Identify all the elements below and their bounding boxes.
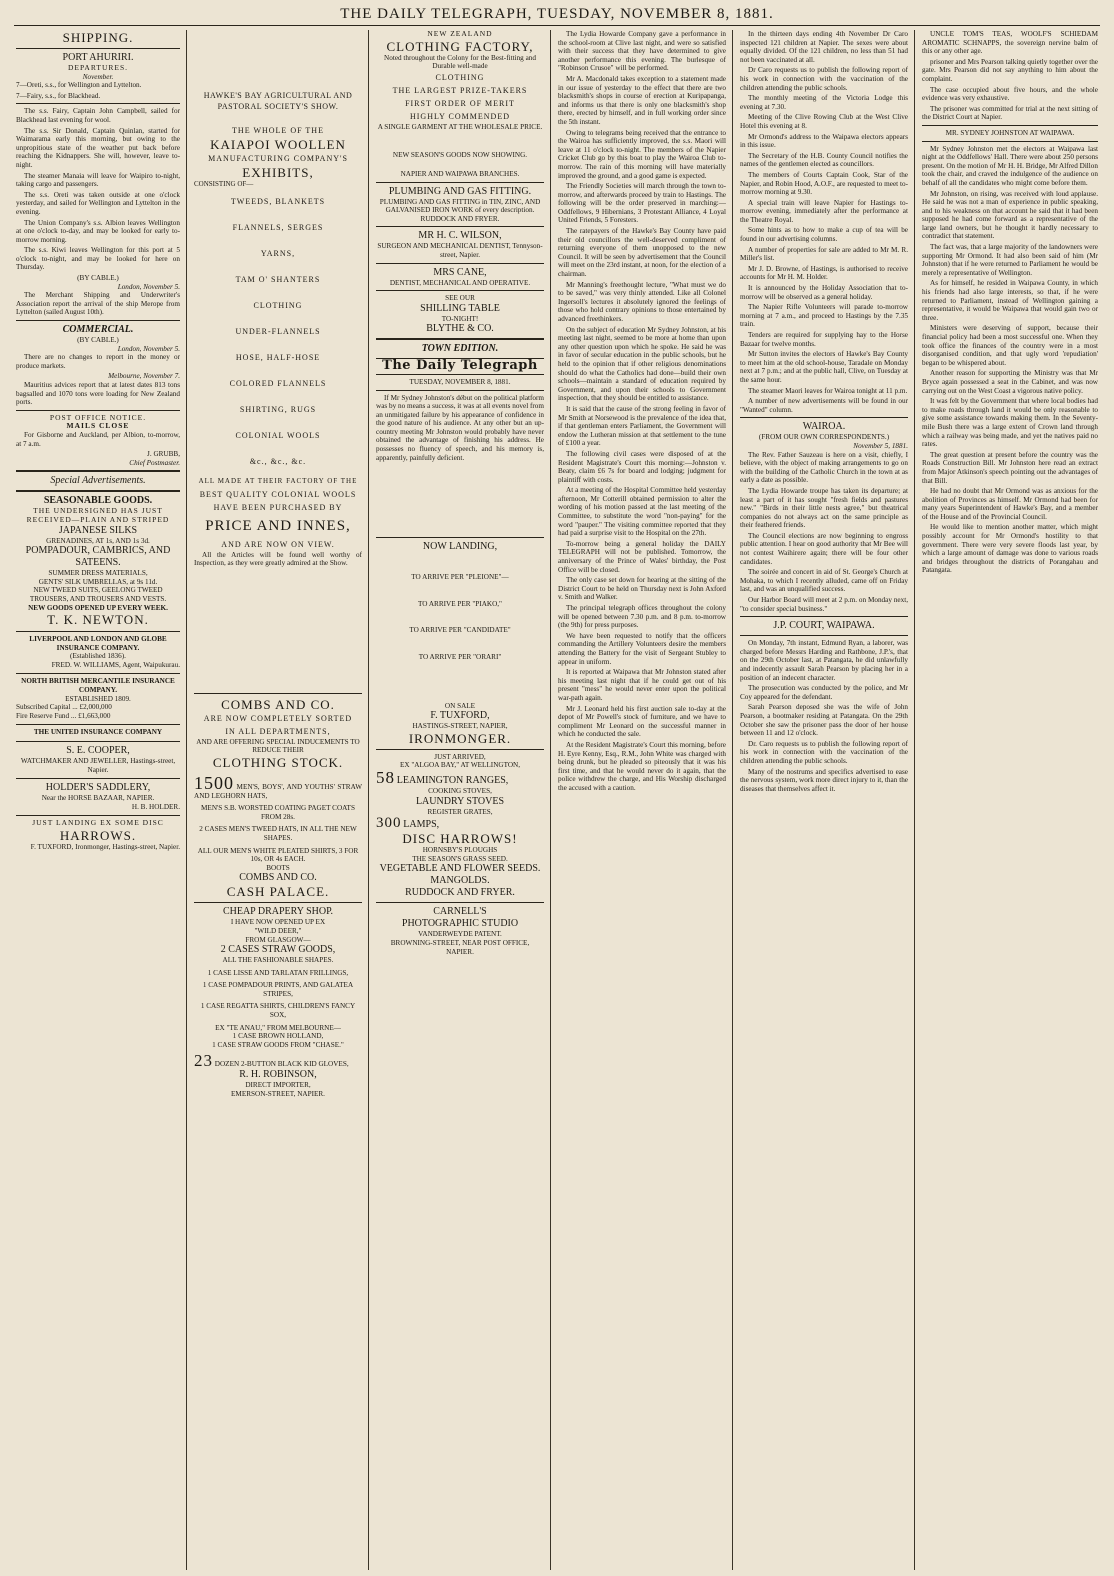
ad-ironmonger: IRONMONGER.	[408, 730, 512, 746]
ad-leamington-num: 58	[376, 768, 395, 787]
news-paragraph: We have been requested to notify that the officers commanding the Artillery Volunteers desire the members attending the Battery for the visit of Sergeant Stubley to appear in uniform.	[558, 631, 726, 666]
ad-carnell: CARNELL'S	[433, 906, 487, 918]
ad-prints: 1 CASE POMPADOUR PRINTS, AND GALATEA STRIPES,	[202, 981, 354, 998]
postmaster-title: Chief Postmaster.	[129, 458, 180, 467]
column-divider	[550, 30, 551, 1570]
news-paragraph: Dr. Caro requests us to publish the following report of his work in connection with the vaccination of the children attending the public schools.	[740, 739, 908, 765]
cable-label: (BY CABLE.)	[77, 274, 119, 283]
ad-just-arrived: JUST ARRIVED,	[434, 752, 486, 761]
ad-summer: SUMMER DRESS MATERIALS,	[48, 569, 148, 578]
ad-vegetable: VEGETABLE AND FLOWER SEEDS.	[379, 863, 541, 875]
ad-lisse: 1 CASE LISSE AND TARLATAN FRILLINGS,	[207, 968, 349, 977]
ad-tuxford: F. TUXFORD,	[430, 710, 490, 722]
ad-holland: 1 CASE BROWN HOLLAND,	[232, 1032, 324, 1041]
ad-best-quality: BEST QUALITY COLONIAL WOOLS	[199, 489, 357, 499]
masthead-rule	[14, 25, 1100, 26]
ad-grass: THE SEASON'S GRASS SEED.	[412, 854, 508, 863]
wairoa-correspondent: (FROM OUR OWN CORRESPONDENTS.)	[758, 433, 890, 442]
cable-label: (BY CABLE.)	[77, 336, 119, 345]
news-paragraph: It is said that the cause of the strong feeling in favor of Mr Smith at Norsewood is the prevalence of the idea that, if that gentleman enters Parliament, the Government will endow the Lutheran mission at that settlement to the tune of £100 a year.	[558, 404, 726, 448]
product-item: COLORED FLANNELS	[229, 378, 327, 388]
ad-wild-deer: "WILD DEER,"	[254, 926, 302, 935]
product-item: SHIRTING, RUGS	[239, 404, 317, 414]
shipping-paragraph: The s.s. Sir Donald, Captain Quinlan, started for Waimarama early this morning, but owing to the unpropitious state of the weather put back before reaching the Kidnappers. She will, however, leave to-night.	[16, 126, 180, 169]
product-item: HOSE, HALF-HOSE	[235, 352, 321, 362]
ad-on-sale: ON SALE	[444, 701, 476, 710]
product-list	[194, 189, 362, 475]
ad-clothing-stock: CLOTHING STOCK.	[212, 754, 344, 770]
ad-cash-palace: CASH PALACE.	[226, 884, 330, 900]
ad-opened: I HAVE NOW OPENED UP EX	[230, 918, 326, 927]
news-paragraph: The Friendly Societies will march through the town to-morrow, and afterwards proceed by train to Hastings. The following will be the order preserved in marching:—Oddfellows, 9 Hibernians, 3 Protestant Alliance, 4 Loyal United Friends, 5 Foresters.	[558, 182, 726, 225]
ad-regatta: 1 CASE REGATTA SHIRTS, CHILDREN'S FANCY SOX,	[200, 1002, 356, 1020]
news-paragraph: The steamer Maori leaves for Wairoa tonight at 11 p.m.	[748, 386, 908, 395]
ad-algoa: EX "ALGOA BAY," AT WELLINGTON,	[399, 761, 521, 770]
wairoa-heading: WAIROA.	[802, 421, 846, 433]
masthead: THE DAILY TELEGRAPH, TUESDAY, NOVEMBER 8, 1881.	[340, 6, 774, 22]
ad-manufacturing: MANUFACTURING COMPANY'S	[208, 154, 348, 163]
shipping-paragraph: The s.s. Fairy, Captain John Campbell, sailed for Blackhead last evening for wool.	[16, 107, 180, 124]
ad-ruddock2: RUDDOCK AND FRYER.	[405, 887, 515, 899]
ad-largest: THE LARGEST PRIZE-TAKERS	[392, 85, 528, 95]
news-paragraph: Dr Caro requests us to publish the following report of his work in connection with the vaccination of the children attending the public schools.	[740, 66, 908, 92]
dateline: November 5, 1881.	[853, 441, 908, 450]
dateline: London, November 5.	[117, 344, 180, 353]
ad-all-depts: IN ALL DEPARTMENTS,	[225, 726, 331, 736]
ad-north-british: NORTH BRITISH MERCANTILE INSURANCE COMPANY.	[21, 677, 175, 695]
ad-hats-count: 1500	[194, 772, 234, 793]
news-paragraph: The principal telegraph offices throughout the colony will be opened between 7.30 p.m. and 8 p.m. to-morrow (the 9th) for press purposes.	[558, 604, 726, 630]
ad-kid-gloves: DOZEN 2-BUTTON BLACK KID GLOVES,	[214, 1060, 349, 1069]
ad-cheap-drapery: CHEAP DRAPERY SHOP.	[222, 906, 334, 918]
ad-arrive: TO ARRIVE PER "CANDIDATE"	[409, 626, 511, 635]
news-paragraph: The members of Courts Captain Cook, Star of the Napier, and Robin Hood, A.O.F., are requested to meet to-morrow morning at 9.30.	[740, 170, 908, 197]
news-paragraph: He would like to mention another matter, which might possibly account for Mr Ormond's hostility to that government. There were very severe floods last year, by which a large amount of damage was done to various roads and bridges throughout the districts of Porangahau and Patangata.	[922, 523, 1098, 575]
departures-heading: DEPARTURES.	[67, 63, 129, 72]
ad-disc: DISC HARROWS!	[402, 831, 518, 847]
ad-hornsby: HORNSBY'S PLOUGHS	[422, 846, 498, 855]
ad-white-shirts: ALL OUR MEN'S WHITE PLEATED SHIRTS, 3 FOR 10s, OR 4s EACH.	[197, 846, 359, 864]
news-paragraph: The soirée and concert in aid of St. George's Church at Mohaka, to which I recently alluded, came off on Friday last, and was an unqualified success.	[740, 568, 908, 594]
column-6	[922, 30, 1098, 1570]
ad-tweeds: NEW TWEED SUITS, GEELONG TWEED TROUSERS, AND TROUSERS AND VESTS.	[29, 586, 167, 603]
jp-court-heading: J.P. COURT, WAIPAWA.	[773, 620, 875, 632]
dateline: Melbourne, November 7.	[108, 372, 180, 381]
ad-whole: THE WHOLE OF THE	[232, 126, 324, 135]
ad-all-made: ALL MADE AT THEIR FACTORY OF THE	[198, 476, 358, 485]
news-paragraph: The prisoner was committed for trial at the next sitting of the District Court at Napier.	[922, 104, 1098, 122]
ad-holder-sub: Near the HORSE BAZAAR, NAPIER.	[41, 794, 155, 803]
news-paragraph: Some hints as to how to make a cup of tea will be found in our advertising columns.	[740, 226, 908, 244]
news-paragraph: At the Resident Magistrate's Court this morning, before H. Eyre Kenny, Esq., R.M., John White was charged with being drunk, but he pleaded so piteously that it was his first time, and that he would never do it again, that the police withdrew the charge, and His Worship discharged the accused with a caution.	[558, 740, 726, 792]
ad-price-innes: PRICE AND INNES,	[205, 517, 351, 534]
ad-liverpool: LIVERPOOL AND LONDON AND GLOBE INSURANCE COMPANY.	[29, 635, 167, 652]
ad-mangolds: MANGOLDS.	[430, 875, 490, 887]
ad-nb-fund: Fire Reserve Fund ... £1,663,000	[16, 711, 111, 720]
ad-straw-case: 1 CASE STRAW GOODS FROM "CHASE."	[212, 1040, 344, 1049]
ad-photo: PHOTOGRAPHIC STUDIO	[401, 918, 519, 930]
column-divider	[368, 30, 369, 1570]
ad-kid-gloves-num: 23	[194, 1051, 213, 1071]
news-paragraph: Mr Sutton invites the electors of Hawke's Bay County to meet him at the old school-house, Taradale on Monday next at 7 p.m.; and at the public hall, Clive, on Tuesday at the same hour.	[740, 350, 908, 384]
ad-articles: All the Articles will be found well worthy of Inspection, as they were greatly admired at the Show.	[194, 550, 362, 568]
ad-commended: HIGHLY COMMENDED	[409, 111, 510, 121]
news-paragraph: The case occupied about five hours, and the whole evidence was very exhaustive.	[922, 85, 1098, 103]
ad-agent: FRED. W. WILLIAMS, Agent, Waipukurau.	[51, 660, 180, 669]
ad-leamington: LEAMINGTON RANGES,	[396, 775, 509, 786]
port-heading: PORT AHURIRI.	[62, 52, 134, 63]
ad-arrive: TO ARRIVE PER "PLEIONE"—	[411, 573, 509, 582]
ad-arrive: TO ARRIVE PER "ORARI"	[418, 653, 502, 662]
ad-pompadour: POMPADOUR, CAMBRICS, AND SATEENS.	[25, 545, 171, 569]
product-item: COLONIAL WOOLS	[235, 430, 321, 440]
ad-cooking: COOKING STOVES,	[428, 787, 492, 795]
ad-robinson-addr: EMERSON-STREET, NAPIER.	[231, 1089, 325, 1098]
ad-robinson-sub: DIRECT IMPORTER,	[245, 1081, 311, 1090]
departure-item: 7—Oreti, s.s., for Wellington and Lyttelton.	[16, 81, 142, 90]
ad-boots: BOOTS	[266, 863, 290, 872]
news-paragraph: As for himself, he resided in Waipawa County, in which his friends had also large interests, so that, if he were returned to Parliament, instead of Wellington gaining a representative, it would be Waipawa that would gain two or three.	[922, 279, 1098, 322]
news-paragraph: Mr Johnston, on rising, was received with loud applause. He said he was not a man of experience in public speaking, and to his weakness on that account he said that it had been supposed he had come forward as a representative of the large land owners, but he thought it hardly necessary to contradict that statement.	[922, 189, 1098, 241]
ad-blythe: BLYTHE & CO.	[426, 323, 494, 335]
shipping-paragraph: The Union Company's s.s. Albion leaves Wellington at one o'clock to-day, and may be looked for early to-morrow morning.	[16, 218, 180, 244]
news-paragraph: Mr Manning's freethought lecture, "What must we do to be saved," was very thinly attended. Like all Colonel Ingersoll's lectures it absolutely ignored the feelings of those who hold contrary opinions to those entertained by advanced freethinkers.	[558, 280, 726, 323]
news-paragraph: The Napier Rifle Volunteers will parade to-morrow morning at 7 a.m., and proceed to Hastings by the 7.35 train.	[740, 303, 908, 329]
ad-lamps: LAMPS,	[403, 819, 440, 831]
news-paragraph: The Secretary of the H.B. County Council notifies the names of the gentlemen elected as councillors.	[740, 151, 908, 169]
commercial-paragraph: Mauritius advices report that at latest dates 813 tons bagsalled and 1070 tons were loading for New Zealand ports.	[16, 381, 180, 407]
news-paragraph: The prosecution was conducted by the police, and Mr Coy appeared for the defendant.	[740, 684, 908, 701]
news-paragraph: Tenders are required for supplying hay to the Horse Bazaar for twelve months.	[740, 331, 908, 348]
mails-close: MAILS CLOSE	[66, 421, 130, 431]
product-item: TAM O' SHANTERS	[235, 274, 321, 284]
product-item: TWEEDS, BLANKETS	[230, 196, 326, 206]
ad-nz: NEW ZEALAND	[427, 30, 493, 38]
news-paragraph: On the subject of education Mr Sydney Johnston, at his meeting last night, seemed to be more at home than upon any other question upon which he spoke. He said he was in favor of secular education in the public schools, but he held to the opinion that if other religious denominations should do what the Catholics had done—build their own schools—maintain a standard of education required by Government, and upon their schools to Government inspection, that they should be entitled to assistance.	[558, 325, 726, 403]
paper-date: TUESDAY, NOVEMBER 8, 1881.	[409, 377, 511, 386]
ad-te-anau: EX "TE ANAU," FROM MELBOURNE—	[215, 1023, 341, 1032]
sydney-heading: MR. SYDNEY JOHNSTON AT WAIPAWA.	[945, 128, 1075, 137]
ad-grenadines: GRENADINES, AT 1s, AND 1s 3d.	[46, 536, 150, 545]
news-paragraph: Mr A. Macdonald takes exception to a statement made in our issue of yesterday to the effect that there are two blacksmith's shops in course of erection at Kuripapanga, and informs us that there is only one blacksmith's shop there, erected by himself, and in full working order since the 5th instant.	[558, 74, 726, 126]
column-5	[740, 30, 908, 1570]
news-paragraph: A number of new advertisements will be found in our "Wanted" column.	[740, 397, 908, 414]
ad-browning: BROWNING-STREET, NEAR POST OFFICE, NAPIER.	[390, 938, 530, 956]
ad-cane: MRS CANE,	[433, 266, 487, 278]
ad-seasonable: SEASONABLE GOODS.	[43, 495, 153, 507]
news-paragraph: In the thirteen days ending 4th November Dr Caro inspected 121 children at Napier. The sexes were about equally divided. Of the 121 children, no less than 51 had not been vaccinated at all.	[740, 30, 908, 64]
ad-harrows-head: JUST LANDING EX SOME DISC	[32, 818, 164, 828]
ad-holder: HOLDER'S SADDLERY,	[45, 782, 151, 794]
ad-single: A SINGLE GARMENT AT THE WHOLESALE PRICE.	[377, 122, 543, 131]
ad-nb-capital: Subscribed Capital ... £2,000,000	[16, 703, 112, 712]
ad-japanese: JAPANESE SILKS	[58, 524, 138, 536]
news-paragraph: Mr J. D. Browne, of Hastings, is authorised to receive accounts for Mr H. M. Holder.	[740, 264, 908, 282]
ad-clothing-factory: CLOTHING FACTORY,	[386, 38, 534, 54]
shipping-paragraph: The s.s. Oreti was taken outside at one o'clock yesterday, and sailed for Wellington and Lyttelton in the evening.	[16, 190, 180, 216]
ad-noted: Noted throughout the Colony for the Best-fitting and Durable well-made	[384, 53, 536, 71]
news-paragraph: A special train will leave Napier for Hastings to-morrow evening, immediately after the performance at the Theatre Royal.	[740, 198, 908, 224]
product-item: FLANNELS, SERGES	[232, 222, 324, 232]
ad-napier: NAPIER AND WAIPAWA BRANCHES.	[400, 169, 520, 178]
news-paragraph: Many of the nostrums and specifics advertised to ease the nervous system, work more direct injury to it, than the diseases that themselves affect it.	[740, 767, 908, 793]
news-paragraph: The only case set down for hearing at the sitting of the District Court to be held on Thursday next is John Axford v. Smith and Walker.	[558, 576, 726, 602]
shipping-title: SHIPPING.	[62, 30, 134, 45]
ad-on-view: AND ARE NOW ON VIEW.	[221, 539, 335, 549]
ad-tonight: TO-NIGHT!	[441, 314, 479, 323]
news-paragraph: Another reason for supporting the Ministry was that Mr Bryce again possessed a seat in the Cabinet, and was now carrying out on the West Coast a vigorous native policy.	[922, 369, 1098, 395]
ad-newton: T. K. NEWTON.	[47, 612, 149, 628]
ad-offering: AND ARE OFFERING SPECIAL INDUCEMENTS TO REDUCE THEIR	[196, 737, 360, 755]
ad-now-landing: NOW LANDING,	[422, 541, 498, 553]
ad-kaiapoi: KAIAPOI WOOLLEN	[210, 137, 346, 152]
ad-nb-est: ESTABLISHED 1809.	[65, 694, 131, 703]
ad-show-heading: HAWKE'S BAY AGRICULTURAL AND PASTORAL SOCIETY'S SHOW.	[203, 91, 353, 111]
product-item: UNDER-FLANNELS	[235, 326, 321, 336]
ad-tuxford: F. TUXFORD, Ironmonger, Hastings-street, Napier.	[30, 843, 180, 851]
cable-paragraph: The Merchant Shipping and Underwriter's Association report the arrival of the ship Merope from Lyttelton (sailed August 10th).	[16, 291, 180, 317]
news-paragraph: He had no doubt that Mr Ormond was as anxious for the abolition of Provinces as himself. Mr Ormond had been for many years Superintendent of Hawke's Bay, and a member of the House and of the Provincial Council.	[922, 487, 1098, 521]
column-3	[376, 30, 544, 1570]
news-paragraph: The Lydia Howarde Company gave a performance in the school-room at Clive last night, and were so satisfied with their success that they have determined to give another performance this evening. The burlesque of "Robinson Crusoe" will be performed.	[558, 30, 726, 73]
ad-wilson: MR H. C. WILSON,	[418, 230, 502, 242]
postmaster-name: J. GRUBB,	[147, 450, 180, 459]
ad-pl-text: PLUMBING AND GAS FITTING in TIN, ZINC, AND GALVANISED IRON WORK of every description.	[379, 197, 541, 215]
ad-cooper-sub: WATCHMAKER AND JEWELLER, Hastings-street, Napier.	[20, 757, 176, 774]
news-paragraph: It was felt by the Government that where local bodies had to make roads through land it would be only reasonable to give some assistance towards making them. In the Seventy-mile Bush there was a large extent of Crown land through which a railway was being made, and yet the natives paid no rates.	[922, 397, 1098, 449]
column-divider	[914, 30, 915, 1570]
special-ads-heading: Special Advertisements.	[50, 475, 146, 487]
ad-see-our: SEE OUR	[445, 294, 475, 303]
ad-fashionable: ALL THE FASHIONABLE SHAPES.	[222, 956, 334, 965]
news-paragraph: Mr J. Leonard held his first auction sale to-day at the depot of Mr Powell's stock of furniture, and we have to compliment Mr Leonard on the successful manner in which he conducted the sale.	[558, 704, 726, 739]
ad-hats: MEN'S, BOYS', AND YOUTHS' STRAW AND LEGHORN HATS,	[194, 782, 362, 800]
month-label: November.	[82, 72, 114, 81]
shipping-paragraph: The steamer Manaia will leave for Waipiro to-night, taking cargo and passengers.	[16, 171, 180, 189]
ad-ruddock: RUDDOCK AND FRYER.	[420, 214, 500, 223]
ad-mens-sb: MEN'S S.B. WORSTED COATING PAGET COATS FROM 28s.	[201, 804, 355, 821]
ad-new-goods: NEW GOODS OPENED UP EVERY WEEK.	[28, 603, 168, 612]
ad-straw-goods: 2 CASES STRAW GOODS,	[220, 944, 336, 956]
ad-showing: NEW SEASON'S GOODS NOW SHOWING.	[392, 151, 528, 160]
ad-plumbing: PLUMBING AND GAS FITTING.	[388, 185, 532, 197]
news-paragraph: The Lydia Howarde troupe has taken its departure; at least a part of it has sought "fresh fields and pastures new." "Birds in their little nests agree," but theatrical companies do not always act on the same principle as their feathered friends.	[740, 486, 908, 530]
column-1	[16, 30, 180, 1570]
column-4	[558, 30, 726, 1570]
news-paragraph: The great question at present before the country was the Roads Construction Bill. Mr Johnston here read an extract from Major Atkinson's speech pointing out the advantages of that Bill.	[922, 450, 1098, 485]
news-paragraph: The Council elections are now beginning to engross public attention. I hear on good authority that Mr Bee will not contest Waihirere again; there will be four other candidates.	[740, 531, 908, 566]
ad-harrows: HARROWS.	[59, 828, 137, 843]
ad-united: THE UNITED INSURANCE COMPANY	[33, 728, 163, 737]
departure-item: 7—Fairy, s.s., for Blackhead.	[16, 91, 101, 100]
ad-wilson-sub: SURGEON AND MECHANICAL DENTIST, Tennyson-street, Napier.	[377, 242, 543, 259]
news-paragraph: On Monday, 7th instant, Edmund Ryan, a laborer, was charged before Messrs Harding and Rathbone, J.P.'s, that on the 29th October last, at Patangata, he did unlawfully and indecently assault Sarah Pearson by placing her in a position of an indecent character.	[740, 639, 908, 682]
column-divider	[732, 30, 733, 1570]
ad-cane-sub: DENTIST, MECHANICAL AND OPERATIVE.	[389, 278, 531, 287]
ad-line: THE UNDERSIGNED HAS JUST RECEIVED—PLAIN AND STRIPED	[26, 506, 170, 524]
news-paragraph: The following civil cases were disposed of at the Resident Magistrate's Court this morning:—Johnston v. Beaty, claim £6 7s for board and lodging; judgment for plaintiff with costs.	[558, 449, 726, 484]
ad-combs: COMBS AND CO.	[221, 696, 335, 712]
news-paragraph: UNCLE TOM'S TEAS, WOOLF'S SCHIEDAM AROMATIC SCHNAPPS, the sovereign nervine balm of this or any other age.	[922, 30, 1098, 56]
ad-tuxford-addr: HASTINGS-STREET, NAPIER,	[412, 722, 508, 731]
ad-order: FIRST ORDER OF MERIT	[405, 98, 515, 108]
news-paragraph: To-morrow being a general holiday the DAILY TELEGRAPH will not be published. Tomorrow, the anniversary of the Prince of Wales' birthday, the Post Office will be closed.	[558, 539, 726, 574]
commercial-heading: COMMERCIAL.	[62, 324, 134, 336]
news-paragraph: Meeting of the Clive Rowing Club at the West Clive Hotel this evening at 8.	[740, 113, 908, 130]
ad-clothing: CLOTHING	[435, 72, 485, 82]
news-paragraph: Mr Ormond's address to the Waipawa electors appears in this issue.	[740, 132, 908, 150]
product-item: YARNS,	[260, 248, 296, 258]
ad-purchased: HAVE BEEN PURCHASED BY	[213, 502, 343, 512]
product-item: CLOTHING	[253, 300, 303, 310]
paper-name: The Daily Telegraph	[382, 358, 538, 374]
ad-robinson: R. H. ROBINSON,	[239, 1069, 317, 1081]
news-paragraph: The monthly meeting of the Victoria Lodge this evening at 7.30.	[740, 94, 908, 111]
ad-shilling: SHILLING TABLE	[420, 302, 500, 314]
ad-exhibits: EXHIBITS,	[242, 165, 314, 180]
news-paragraph: It is announced by the Holiday Association that to-morrow will be observed as a general holiday.	[740, 284, 908, 301]
column-divider	[186, 30, 187, 1570]
product-item: &c., &c., &c.	[249, 456, 307, 466]
column-2	[194, 30, 362, 1570]
news-paragraph: Owing to telegrams being received that the entrance to the Wairoa has sufficiently improved, the s.s. Maori will leave at 11 o'clock to-night. The members of the Napier Cricket Club go by this boat to play the Wairoa Club to-morrow. The rain of this morning will have materially improved the ground, and a good game is expected.	[558, 128, 726, 180]
ad-glasgow: FROM GLASGOW—	[245, 935, 311, 944]
ad-combs-co: COMBS AND CO.	[239, 872, 317, 884]
ad-lamps-num: 300	[376, 815, 402, 832]
ad-combs-sub: ARE NOW COMPLETELY SORTED	[203, 713, 353, 723]
ad-consisting: CONSISTING OF—	[194, 180, 254, 188]
news-paragraph: Our Harbor Board will meet at 2 p.m. on Monday next, "to consider special business."	[740, 596, 908, 613]
dateline: London, November 5.	[117, 282, 180, 291]
post-office-heading: POST OFFICE NOTICE.	[49, 412, 147, 422]
news-paragraph: It is reported at Waipawa that Mr Johnston stated after his meeting last night that if he could get out of his present "mess" he would never enter upon the political war-path again.	[558, 668, 726, 702]
news-paragraph: Ministers were deserving of support, because their financial policy had been a most successful one. When they took office the finances of the country were in a most disorganised condition, and that ugly word 'repudiation' began to be whispered about.	[922, 324, 1098, 367]
news-paragraph: Mr Sydney Johnston met the electors at Waipawa last night at the Oddfellows' Hall. There were about 250 persons present. On the motion of Mr H. H. Bridge, Mr Alfred Dillon took the chair, and craved the indulgence of the audience on behalf of all the candidates who might come before them.	[922, 144, 1098, 187]
news-paragraph: prisoner and Mrs Pearson talking quietly together over the gate. Mrs Pearson did not say anything to him about the complaint.	[922, 57, 1098, 83]
news-paragraph: A number of properties for sale are added to Mr M. R. Miller's list.	[740, 245, 908, 263]
news-paragraph: At a meeting of the Hospital Committee held yesterday afternoon, Mr Cotterill obtained permission to alter the wording of his motion passed at the last meeting of the Committee, to substitute the word "non-paying" for the word "pauper." The visiting committee reported that they had paid a surprise visit to the Hospital on the 27th.	[558, 486, 726, 538]
news-paragraph: The fact was, that a large majority of the landowners were supporting Mr Ormond. It had also been said of him (Mr Johnston) that if he were returned to Parliament he would be merely a representative of Wellington.	[922, 243, 1098, 277]
ad-register: REGISTER GRATES,	[427, 807, 493, 816]
news-paragraph: The ratepayers of the Hawke's Bay County have paid their old councillors the well-deserved compliment of returning everyone of them unopposed to the new Council. It will be seen by advertisement that the Council will meet on the 23rd instant, at noon, for the election of a chairman.	[558, 227, 726, 279]
shipping-paragraph: The s.s. Kiwi leaves Wellington for this port at 5 o'clock to-night, and may be looked for here on Thursday.	[16, 246, 180, 272]
ad-cases-hats: 2 CASES MEN'S TWEED HATS, IN ALL THE NEW SHAPES.	[199, 825, 357, 842]
town-edition: TOWN EDITION.	[421, 343, 499, 355]
ad-gents: GENTS' SILK UMBRELLAS, at 9s 11d.	[38, 577, 158, 586]
ad-vanderweyde: VANDERWEYDE PATENT.	[418, 930, 502, 939]
ad-liverpool-est: (Established 1836).	[70, 652, 126, 661]
ad-laundry: LAUNDRY STOVES	[415, 795, 505, 807]
mails-text: For Gisborne and Auckland, per Albion, to-morrow, at 7 a.m.	[16, 430, 180, 448]
ad-arrive: TO ARRIVE PER "PIAKO,"	[417, 599, 502, 608]
news-paragraph: Sarah Pearson deposed she was the wife of John Pearson, a bootmaker residing at Patangata. On the 29th October she saw the prisoner pass the door of her house between 11 and 12 o'clock.	[740, 703, 908, 738]
ad-holder-name: H. B. HOLDER.	[131, 802, 180, 811]
ad-cooper: S. E. COOPER,	[66, 745, 130, 757]
editorial: If Mr Sydney Johnston's début on the political platform was by no means a success, it was at all events novel from an unmitigated failure by his appearance of confidence in the good nature of his audience. At any other but an up-country meeting Mr Johnston would probably have never obtained the advantage of finishing his address. He possesses no fluency of speech, and his memory is, apparently, painfully deficient.	[376, 393, 544, 462]
commercial-paragraph: There are no changes to report in the money or produce markets.	[16, 353, 180, 370]
news-paragraph: The Rev. Father Sauzeau is here on a visit, chiefly, I believe, with the object of making arrangements to go on with the building of the Catholic Church in the town at as early a date as possible.	[740, 450, 908, 485]
